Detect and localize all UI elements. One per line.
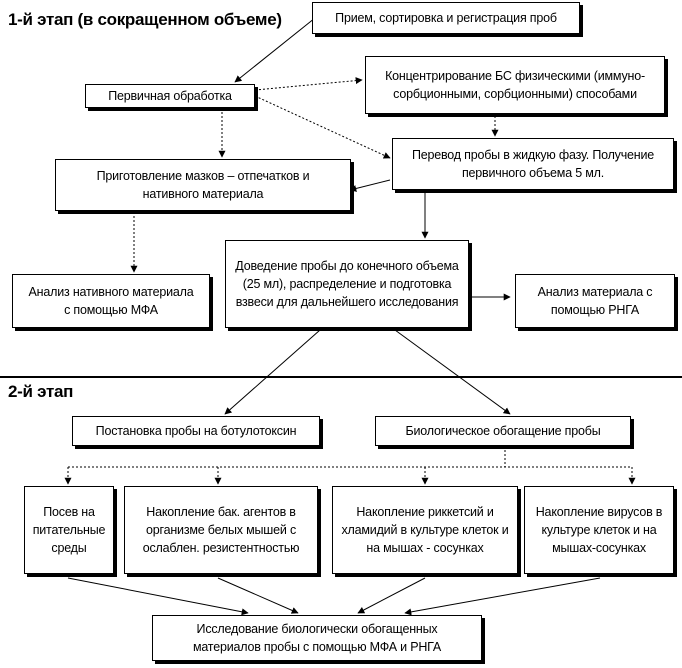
arrow-nutrient-to-final bbox=[68, 578, 248, 613]
box-viruses-text: Накопление вирусов в культуре клеток и на мышах-сосунках bbox=[535, 504, 663, 556]
box-smears bbox=[55, 159, 351, 211]
stage-1-title: 1-й этап (в сокращенном объеме) bbox=[8, 10, 282, 29]
box-reception bbox=[312, 2, 580, 34]
stage-divider bbox=[0, 376, 682, 378]
box-botulotoxin-text: Постановка пробы на ботулотоксин bbox=[95, 423, 297, 438]
box-bacterial-agents bbox=[124, 486, 318, 574]
box-final-research-text: Исследование биологически обогащенных материалов пробы с помощью МФА и РНГА bbox=[192, 621, 442, 654]
box-primary-processing bbox=[85, 84, 255, 108]
box-concentration-text: Концентрирование БС физическими (иммуно-сорбционными, сорбционными) способами bbox=[385, 68, 645, 101]
box-rnga-text: Анализ материала с помощью РНГА bbox=[537, 284, 653, 317]
arrow-viruses-to-final bbox=[405, 578, 600, 613]
box-reception-text: Прием, сортировка и регистрация проб bbox=[335, 10, 557, 25]
box-final-volume bbox=[225, 240, 469, 328]
arrow-primary-to-concentration bbox=[255, 80, 362, 90]
arrow-rickettsia-to-final bbox=[358, 578, 425, 613]
arrow-liquid-to-smears bbox=[350, 180, 390, 190]
box-liquid-phase bbox=[392, 138, 674, 190]
box-smears-text: Приготовление мазков – отпечатков и нативного материала bbox=[96, 168, 310, 201]
stage-2-title: 2-й этап bbox=[8, 382, 74, 401]
arrow-final-to-enrichment bbox=[395, 330, 510, 414]
box-nutrient-media-text: Посев на питательные среды bbox=[32, 504, 106, 556]
arrow-final-to-botulotoxin bbox=[225, 330, 320, 414]
box-viruses bbox=[524, 486, 674, 574]
box-liquid-phase-text: Перевод пробы в жидкую фазу. Получение первичного объема 5 мл. bbox=[411, 147, 655, 180]
box-bio-enrichment bbox=[375, 416, 631, 446]
arrow-bacterial-to-final bbox=[218, 578, 298, 613]
box-concentration bbox=[365, 56, 665, 114]
box-bio-enrichment-text: Биологическое обогащение пробы bbox=[405, 423, 601, 438]
box-final-volume-text: Доведение пробы до конечного объема (25 мл), распределение и подготовка взвеси для дальнейшего исследования bbox=[235, 258, 459, 310]
box-rickettsia-text: Накопление риккетсий и хламидий в культуре клеток и на мышах - сосунках bbox=[341, 504, 509, 556]
box-primary-processing-text: Первичная обработка bbox=[108, 88, 232, 103]
box-nutrient-media bbox=[24, 486, 114, 574]
box-botulotoxin bbox=[72, 416, 320, 446]
box-native-mfa bbox=[12, 274, 210, 328]
box-native-mfa-text: Анализ нативного материала с помощью МФА bbox=[28, 284, 194, 317]
box-final-research bbox=[152, 615, 482, 661]
box-bacterial-agents-text: Накопление бак. агентов в организме белых мышей с ослаблен. резистентностью bbox=[142, 504, 300, 556]
box-rickettsia bbox=[332, 486, 518, 574]
box-rnga bbox=[515, 274, 675, 328]
